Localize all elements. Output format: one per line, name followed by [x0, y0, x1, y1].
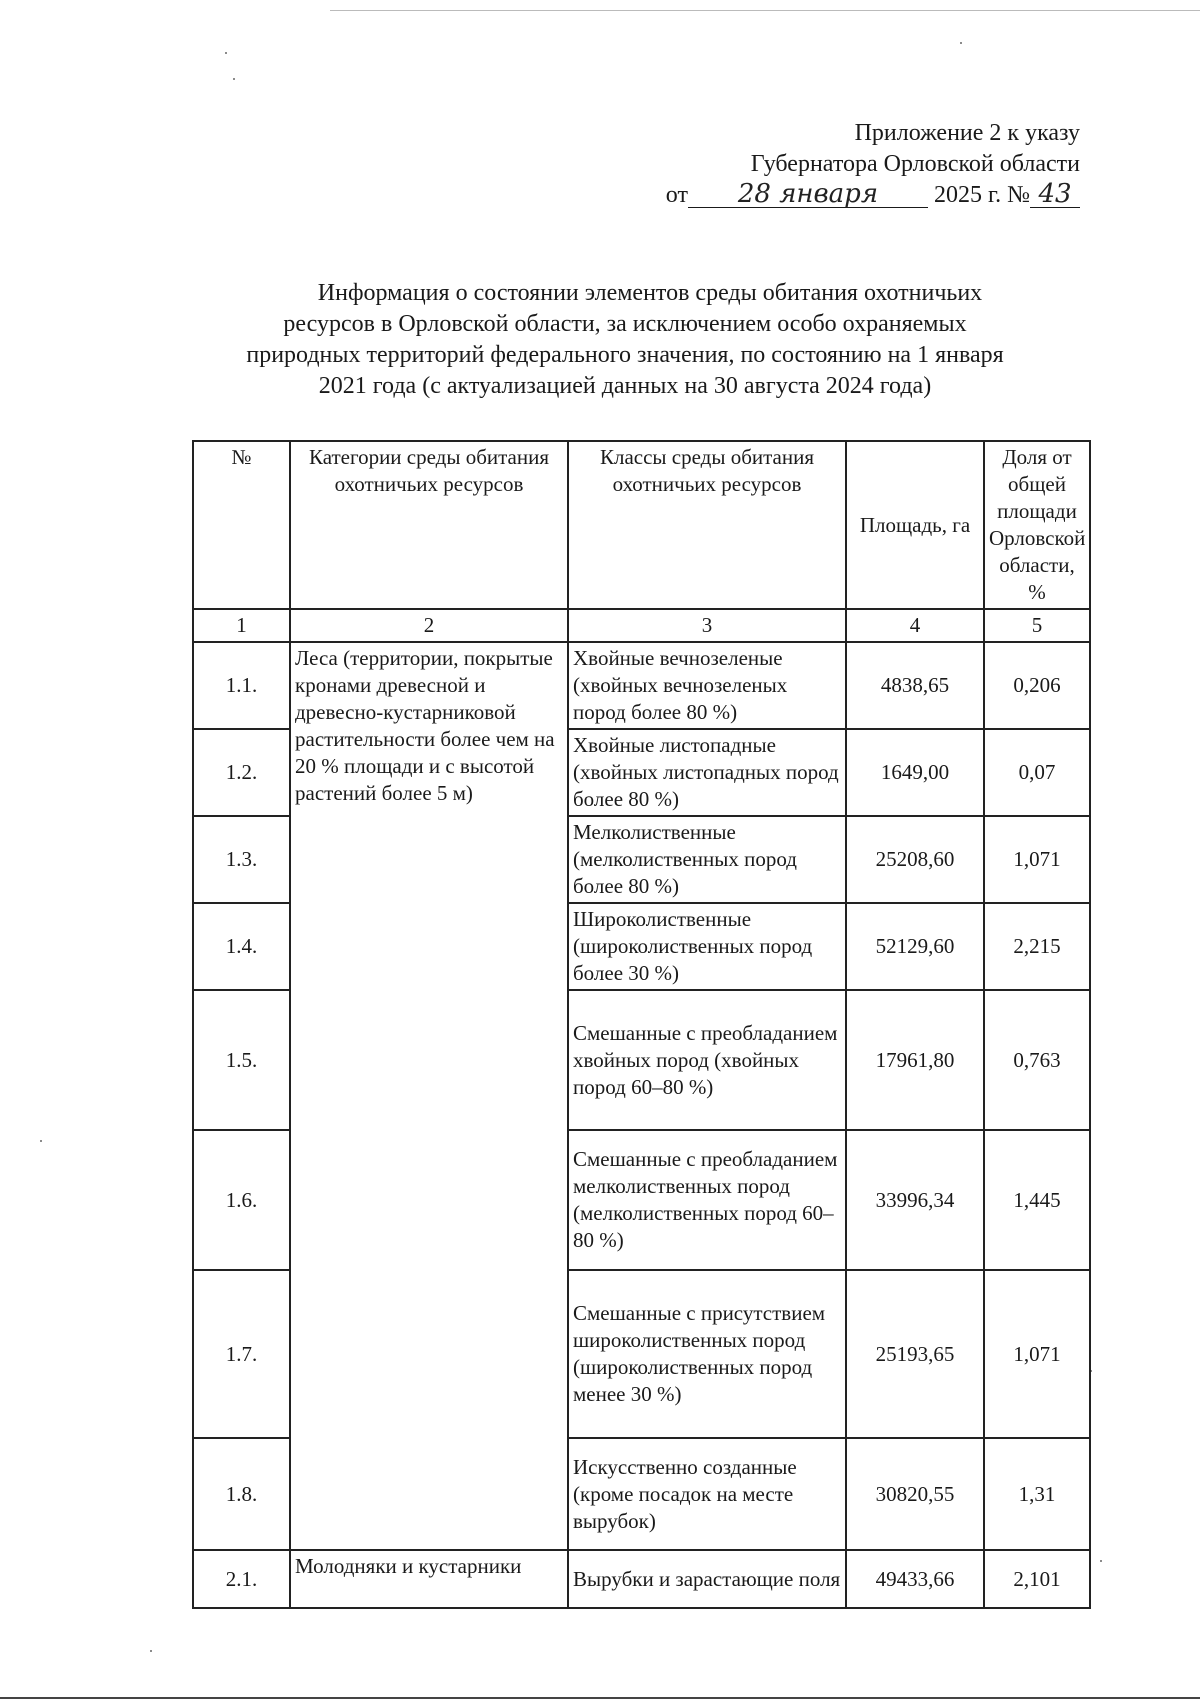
row-share: 2,101: [984, 1550, 1090, 1608]
row-share: 0,206: [984, 642, 1090, 729]
title-line: природных территорий федерального значения, по состоянию на 1 января: [246, 342, 1004, 368]
header-number: №: [193, 441, 290, 609]
title-line: ресурсов в Орловской области, за исключением особо охраняемых: [283, 311, 967, 337]
row-class: Искусственно созданные (кроме посадок на месте вырубок): [568, 1438, 846, 1550]
row-area: 17961,80: [846, 990, 984, 1130]
scan-speck: [225, 52, 227, 54]
title-line: Информация о состоянии элементов среды обитания охотничьих: [317, 280, 983, 306]
header-share: Доля от общей площади Орловской области, %: [984, 441, 1090, 609]
date-line: [560, 180, 1080, 211]
header-category: Категории среды обитания охотничьих ресурсов: [290, 441, 568, 609]
row-number: 1.2.: [193, 729, 290, 816]
row-class: Смешанные с преобладанием мелколиственных пород (мелколиственных пород 60–80 %): [568, 1130, 846, 1270]
row-area: 33996,34: [846, 1130, 984, 1270]
document-title: [190, 278, 1060, 402]
scan-speck: [150, 1650, 152, 1652]
handwritten-date: 28 января: [688, 181, 928, 208]
scan-speck: [1100, 1560, 1102, 1562]
row-share: 1,071: [984, 816, 1090, 903]
row-class: Смешанные с присутствием широколиственных пород (широколиственных пород менее 30 %): [568, 1270, 846, 1438]
column-index: 2: [290, 609, 568, 642]
row-class: Хвойные листопадные (хвойных листопадных пород более 80 %): [568, 729, 846, 816]
row-share: 2,215: [984, 903, 1090, 990]
row-class: Смешанные с преобладанием хвойных пород (хвойных пород 60–80 %): [568, 990, 846, 1130]
table-row: [193, 642, 1090, 729]
category-forest: Леса (территории, покрытые кронами древесной и древесно-кустарниковой растительности более чем на 20 % площади и с высотой растений более 5 м): [290, 642, 568, 1550]
appendix-line: Приложение 2 к указу: [854, 120, 1080, 146]
row-share: 0,763: [984, 990, 1090, 1130]
column-index: 1: [193, 609, 290, 642]
category-young: Молодняки и кустарники: [290, 1550, 568, 1608]
column-index: 5: [984, 609, 1090, 642]
habitat-table: [192, 440, 1091, 1609]
row-share: 1,071: [984, 1270, 1090, 1438]
row-area: 25208,60: [846, 816, 984, 903]
from-label: от: [665, 182, 688, 208]
row-number: 1.5.: [193, 990, 290, 1130]
scan-speck: [960, 42, 962, 44]
row-number: 1.6.: [193, 1130, 290, 1270]
year-number-label: 2025 г. №: [933, 182, 1030, 208]
row-area: 49433,66: [846, 1550, 984, 1608]
row-share: 1,445: [984, 1130, 1090, 1270]
header-area: Площадь, га: [846, 441, 984, 609]
column-index-row: [193, 609, 1090, 642]
scan-edge-top: [330, 10, 1200, 11]
appendix-header: [560, 118, 1080, 211]
row-area: 30820,55: [846, 1438, 984, 1550]
table-header-row: [193, 441, 1090, 609]
handwritten-number: 43: [1030, 181, 1080, 208]
governor-line: Губернатора Орловской области: [750, 151, 1080, 177]
scan-speck: [40, 1140, 42, 1142]
row-class: Хвойные вечнозеленые (хвойных вечнозеленых пород более 80 %): [568, 642, 846, 729]
header-class: Классы среды обитания охотничьих ресурсов: [568, 441, 846, 609]
row-class: Вырубки и зарастающие поля: [568, 1550, 846, 1608]
row-number: 1.4.: [193, 903, 290, 990]
row-number: 1.1.: [193, 642, 290, 729]
title-line: 2021 года (с актуализацией данных на 30 августа 2024 года): [318, 373, 932, 399]
row-area: 25193,65: [846, 1270, 984, 1438]
row-number: 1.7.: [193, 1270, 290, 1438]
row-area: 52129,60: [846, 903, 984, 990]
scan-speck: [233, 78, 235, 80]
row-share: 0,07: [984, 729, 1090, 816]
row-class: Широколиственные (широколиственных пород более 30 %): [568, 903, 846, 990]
row-share: 1,31: [984, 1438, 1090, 1550]
column-index: 3: [568, 609, 846, 642]
row-number: 1.8.: [193, 1438, 290, 1550]
row-area: 4838,65: [846, 642, 984, 729]
row-area: 1649,00: [846, 729, 984, 816]
scan-edge-bottom: [0, 1697, 1200, 1699]
row-class: Мелколиственные (мелколиственных пород более 80 %): [568, 816, 846, 903]
column-index: 4: [846, 609, 984, 642]
table-row: [193, 1550, 1090, 1608]
row-number: 1.3.: [193, 816, 290, 903]
row-number: 2.1.: [193, 1550, 290, 1608]
